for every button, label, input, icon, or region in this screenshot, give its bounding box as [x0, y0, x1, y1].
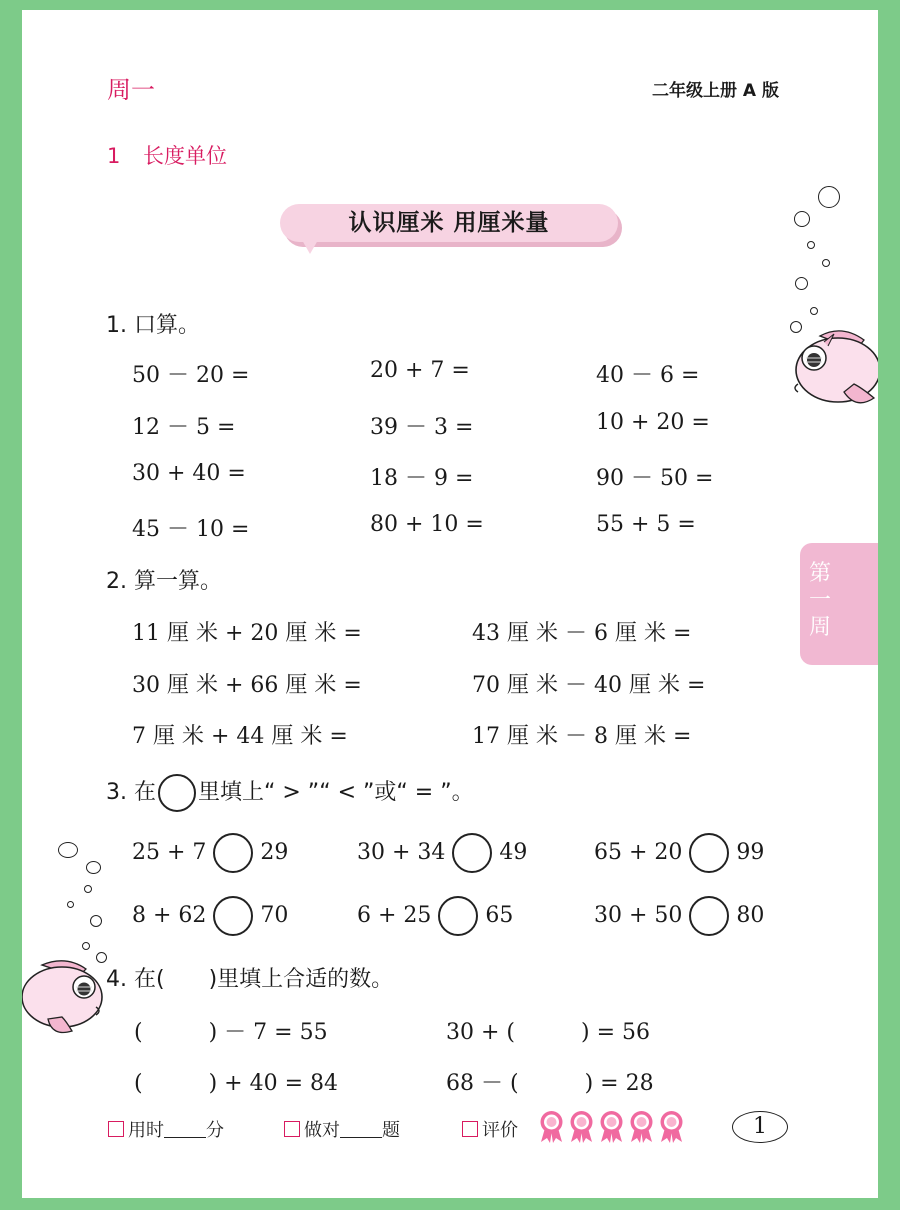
compare-right: 70 [260, 903, 289, 928]
day-label: 周一 [107, 76, 155, 104]
correct-unit: 题 [382, 1120, 400, 1141]
section-3-title-pre: 3. 在 [106, 780, 156, 805]
rating-label: 评价 [482, 1120, 518, 1141]
section-3-title [106, 774, 474, 812]
page-number: 1 [732, 1111, 788, 1143]
bubble-decoration [86, 861, 101, 874]
problem: 20 + 7 = [370, 358, 470, 383]
time-field [108, 1116, 224, 1142]
correct-label: 做对 [304, 1120, 340, 1141]
compare-left: 6 + 25 [357, 903, 432, 928]
bubble-decoration [67, 901, 74, 908]
rating-ribbon-icon[interactable] [597, 1110, 626, 1144]
bubble-decoration [794, 211, 810, 227]
problem: 55 + 5 = [596, 512, 696, 537]
problem: 18 － 9 = [370, 466, 474, 491]
section-1-title: 1. 口算。 [106, 313, 200, 338]
lesson-banner: 认识厘米 用厘米量 [280, 204, 618, 242]
compare-item [132, 896, 288, 936]
bubble-decoration [822, 259, 830, 267]
section-4-title: 4. 在( )里填上合适的数。 [106, 967, 394, 992]
rating-ribbon-icon[interactable] [627, 1110, 656, 1144]
problem: 12 － 5 = [132, 415, 236, 440]
rating-field [462, 1116, 518, 1142]
bubble-decoration [807, 241, 815, 249]
compare-item [594, 833, 764, 873]
compare-left: 25 + 7 [132, 840, 207, 865]
unit-title: 长度单位 [143, 144, 227, 168]
problem: 70 厘 米 － 40 厘 米 = [472, 673, 706, 698]
problem: 43 厘 米 － 6 厘 米 = [472, 621, 692, 646]
fill-problem: ( ) － 7 = 55 [134, 1020, 328, 1045]
compare-circle[interactable] [689, 833, 729, 873]
problem: 11 厘 米 + 20 厘 米 = [132, 621, 362, 646]
compare-item [357, 833, 527, 873]
compare-left: 8 + 62 [132, 903, 207, 928]
compare-right: 49 [499, 840, 528, 865]
compare-circle[interactable] [452, 833, 492, 873]
bubble-decoration [90, 915, 102, 927]
problem: 30 厘 米 + 66 厘 米 = [132, 673, 362, 698]
bubble-decoration [58, 842, 78, 858]
compare-right: 65 [485, 903, 514, 928]
compare-right: 29 [260, 840, 289, 865]
problem: 40 － 6 = [596, 363, 700, 388]
time-unit: 分 [206, 1120, 224, 1141]
problem: 50 － 20 = [132, 363, 250, 388]
problem: 7 厘 米 + 44 厘 米 = [132, 724, 348, 749]
fill-problem: ( ) + 40 = 84 [134, 1071, 338, 1096]
fill-problem: 68 － ( ) = 28 [446, 1071, 654, 1096]
compare-left: 30 + 50 [594, 903, 683, 928]
compare-item [594, 896, 764, 936]
unit-number: 1 [107, 144, 121, 168]
compare-circle[interactable] [689, 896, 729, 936]
compare-circle[interactable] [213, 833, 253, 873]
compare-item [132, 833, 288, 873]
bubble-decoration [795, 277, 808, 290]
section-2-title: 2. 算一算。 [106, 569, 222, 594]
fish-icon [784, 322, 878, 412]
problem: 90 － 50 = [596, 466, 714, 491]
rating-ribbons [537, 1110, 687, 1148]
compare-right: 99 [736, 840, 765, 865]
compare-item [357, 896, 513, 936]
banner-tail [302, 240, 318, 254]
compare-right: 80 [736, 903, 765, 928]
problem: 17 厘 米 － 8 厘 米 = [472, 724, 692, 749]
bubble-decoration [84, 885, 92, 893]
worksheet-page [22, 10, 878, 1198]
compare-left: 30 + 34 [357, 840, 446, 865]
time-blank[interactable] [164, 1123, 206, 1138]
fill-problem: 30 + ( ) = 56 [446, 1020, 650, 1045]
correct-blank[interactable] [340, 1123, 382, 1138]
fish-icon [22, 955, 112, 1037]
section-3-title-post: 里填上“ > ”“ < ”或“ = ”。 [197, 780, 474, 805]
problem: 80 + 10 = [370, 512, 484, 537]
problem: 30 + 40 = [132, 461, 246, 486]
unit-heading [107, 140, 227, 170]
compare-left: 65 + 20 [594, 840, 683, 865]
rating-checkbox[interactable] [462, 1121, 478, 1137]
bubble-decoration [82, 942, 90, 950]
rating-ribbon-icon[interactable] [567, 1110, 596, 1144]
week-tab-label: 第一周 [808, 561, 831, 640]
problem: 45 － 10 = [132, 517, 250, 542]
compare-circle-sample [158, 774, 196, 812]
problem: 39 － 3 = [370, 415, 474, 440]
time-label: 用时 [128, 1120, 164, 1141]
time-checkbox[interactable] [108, 1121, 124, 1137]
correct-field [284, 1116, 400, 1142]
bubble-decoration [818, 186, 840, 208]
grade-label: 二年级上册 A 版 [652, 81, 779, 101]
rating-ribbon-icon[interactable] [657, 1110, 686, 1144]
problem: 10 + 20 = [596, 410, 710, 435]
rating-ribbon-icon[interactable] [537, 1110, 566, 1144]
correct-checkbox[interactable] [284, 1121, 300, 1137]
compare-circle[interactable] [213, 896, 253, 936]
bubble-decoration [810, 307, 818, 315]
compare-circle[interactable] [438, 896, 478, 936]
